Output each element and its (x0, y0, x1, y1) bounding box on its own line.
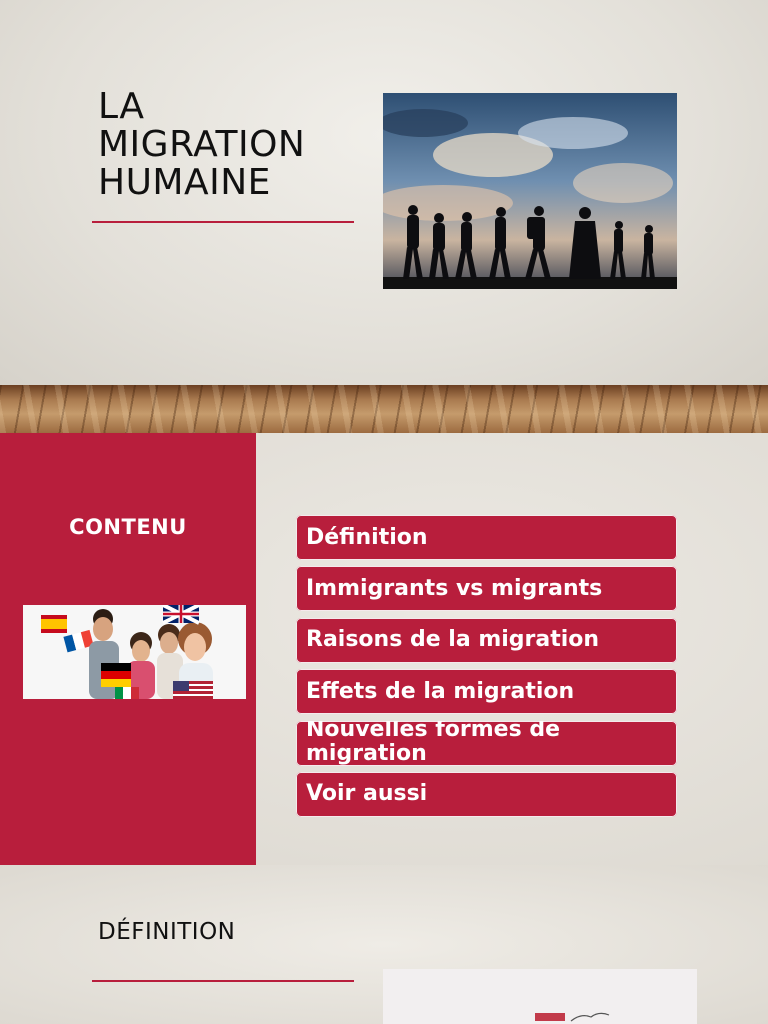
title-underline (92, 221, 354, 223)
menu-item-label: Raisons de la migration (306, 627, 600, 653)
contents-menu (296, 515, 677, 823)
menu-item-definition[interactable] (296, 515, 677, 560)
contents-sidebar (0, 433, 256, 865)
menu-item-label: Voir aussi (306, 781, 428, 807)
menu-item-label: Définition (306, 524, 428, 550)
slide-title-heading: LA MIGRATION HUMAINE (98, 86, 306, 203)
menu-item-reasons[interactable] (296, 618, 677, 663)
wood-floor-divider (0, 385, 768, 433)
menu-item-label: Immigrants vs migrants (306, 575, 603, 601)
definition-underline (92, 980, 354, 982)
menu-item-new-forms[interactable] (296, 721, 677, 766)
migrants-silhouette-photo (383, 93, 677, 289)
menu-item-label: Effets de la migration (306, 678, 575, 704)
menu-item-immigrants-vs-migrants[interactable] (296, 566, 677, 611)
migration-illustration-photo (383, 969, 697, 1024)
contents-heading: CONTENU (69, 515, 187, 539)
menu-item-see-also[interactable] (296, 772, 677, 817)
definition-heading: DÉFINITION (98, 919, 236, 945)
slide-title (0, 0, 768, 385)
slide-contents (0, 433, 768, 865)
menu-item-label: Nouvelles formes de migration (306, 720, 561, 766)
students-with-flags-photo (23, 605, 246, 699)
menu-item-effects[interactable] (296, 669, 677, 714)
slide-definition (0, 865, 768, 1024)
